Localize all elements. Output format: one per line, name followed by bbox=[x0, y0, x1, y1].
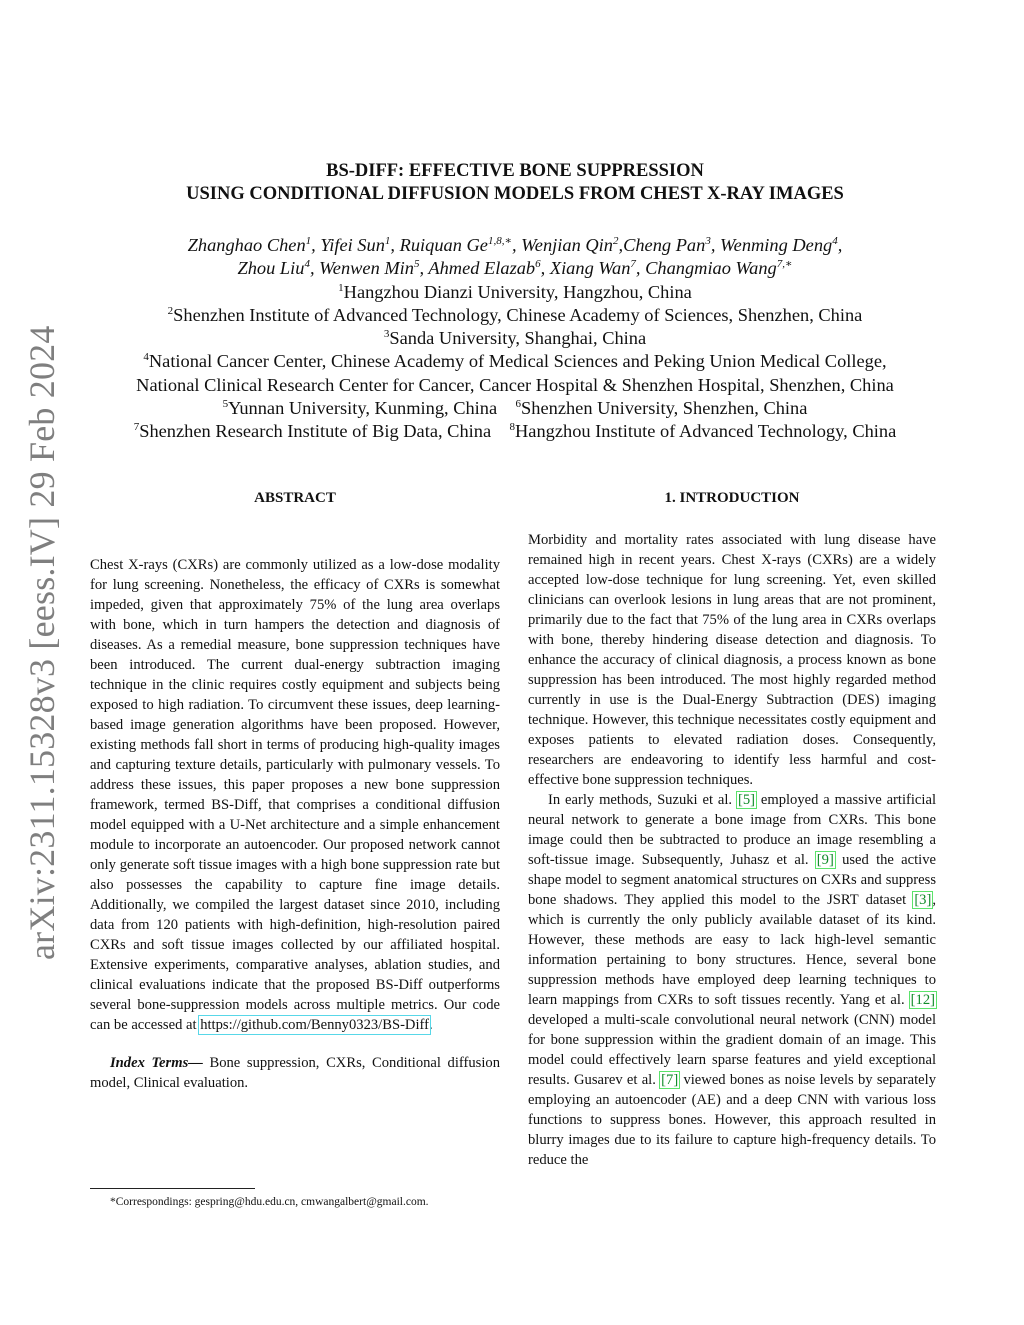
affiliation-mark: 3 bbox=[383, 328, 390, 341]
affiliation-list bbox=[80, 281, 950, 444]
affiliation-text: Shenzhen Institute of Advanced Technology, Chinese Academy of Sciences, Shenzhen, China bbox=[173, 304, 863, 325]
author-list-line-1 bbox=[80, 234, 950, 257]
index-terms-text: Bone suppression, CXRs, Conditional diffusion model, Clinical evaluation. bbox=[90, 1055, 500, 1091]
author-separator: , bbox=[540, 258, 550, 279]
author-affiliation-mark: 2 bbox=[612, 234, 619, 247]
author-separator: , bbox=[390, 235, 400, 255]
intro-text-segment: employed a massive artificial neural network to generate a bone image from CXRs. This bone image could then be subtracted to produce an image resembling a soft-tissue image. Subsequently, Juhasz et al. bbox=[528, 792, 936, 868]
introduction-paragraph-2 bbox=[528, 790, 936, 1170]
author-affiliation-mark: 5 bbox=[414, 258, 420, 271]
affiliation-mark: 4 bbox=[143, 351, 149, 364]
paper-title bbox=[100, 160, 930, 206]
affiliation-mark: 7 bbox=[133, 421, 140, 434]
abstract-period: . bbox=[428, 1017, 433, 1033]
author-separator: , bbox=[511, 235, 522, 255]
citation-link[interactable]: [7] bbox=[661, 1072, 679, 1088]
author-affiliation-mark: 7 bbox=[630, 258, 636, 271]
intro-text-segment: viewed bones as noise levels by separately employing an autoencoder (AE) and a deep CNN with various loss functions to suppress bones. However, this approach resulted in blurry images due to its failure to capture high-frequency details. To reduce the bbox=[528, 1072, 936, 1168]
author-affiliation-mark: 6 bbox=[535, 258, 541, 271]
title-line-2: USING CONDITIONAL DIFFUSION MODELS FROM CHEST X-RAY IMAGES bbox=[186, 184, 844, 204]
author-affiliation-mark: 4 bbox=[832, 234, 838, 247]
correspondence-footnote: *Correspondings: gespring@hdu.edu.cn, cmwangalbert@gmail.com. bbox=[110, 1196, 429, 1208]
author-name: Wenming Deng bbox=[720, 235, 833, 255]
affiliation-text: Hangzhou Institute of Advanced Technology, China bbox=[515, 421, 897, 442]
affiliation-line bbox=[80, 420, 950, 443]
author-affiliation-mark: 7,∗ bbox=[776, 258, 793, 271]
code-repository-link[interactable]: https://github.com/Benny0323/BS-Diff bbox=[200, 1017, 429, 1033]
affiliation-mark: 5 bbox=[222, 397, 229, 410]
affiliation-text: Sanda University, Shanghai, China bbox=[389, 328, 647, 349]
author-affiliation-mark: 4 bbox=[304, 258, 310, 271]
affiliation-line bbox=[80, 327, 950, 350]
author-separator: , bbox=[710, 235, 721, 255]
intro-text-segment: , which is currently the only publicly available dataset of its kind. However, these methods are easy to lack high-level semantic information pertaining to bony structures. Hence, several bone suppression methods have employed deep learning techniques to learn mappings from CXRs to soft tissues recently. Yang et al. bbox=[528, 892, 936, 1008]
affiliation-mark: 2 bbox=[167, 304, 174, 317]
author-affiliation-mark: 1 bbox=[384, 234, 391, 247]
affiliation-line bbox=[80, 350, 950, 373]
author-name: Wenwen Min bbox=[319, 258, 414, 279]
affiliation-line bbox=[80, 374, 950, 397]
affiliation-text: Shenzhen Research Institute of Big Data, China bbox=[139, 421, 492, 442]
author-name: Ahmed Elazab bbox=[428, 258, 536, 279]
affiliation-line bbox=[80, 281, 950, 304]
citation-link[interactable]: [3] bbox=[914, 892, 932, 908]
affiliation-text: Yunnan University, Kunming, China bbox=[228, 398, 498, 419]
introduction-paragraph-1: Morbidity and mortality rates associated with lung disease have remained high in recent years. Chest X-rays (CXRs) are a widely accepted low-dose technique for lung screening. Yet, even skilled clinicians can overlook lesions in lung areas that are not prominent, primarily due to the fact that 75% of the lung area in CXRs overlaps with bone, thereby hindering disease detection and diagnosis. To enhance the accuracy of clinical diagnosis, a process known as bone suppression has been introduced. The most highly regarded method currently in use is the Dual-Energy Subtraction (DES) imaging technique. However, this technique necessitates costly equipment and exposes patients to elevated radiation doses. Consequently, researchers are endeavoring to identify less harmful and cost-effective bone suppression techniques. bbox=[528, 532, 936, 788]
intro-text-segment: In early methods, Suzuki et al. bbox=[548, 792, 737, 808]
affiliation-text: Shenzhen University, Shenzhen, China bbox=[521, 398, 808, 419]
author-affiliation-mark: 1,8,∗ bbox=[487, 234, 512, 247]
introduction-heading: 1. INTRODUCTION bbox=[664, 490, 800, 506]
abstract-heading: ABSTRACT bbox=[254, 490, 336, 506]
affiliation-mark: 6 bbox=[515, 397, 522, 410]
affiliation-text: National Cancer Center, Chinese Academy of Medical Sciences and Peking Union Medical College, bbox=[148, 351, 887, 372]
abstract-text: Chest X-rays (CXRs) are commonly utilized as a low-dose modality for lung screening. Nonetheless, the efficacy of CXRs is somewhat impeded, given that approximately 75% of the lung area overlaps with bone, which in turn hampers the detection and diagnosis of diseases. As a remedial measure, bone suppression techniques have been introduced. The current dual-energy subtraction imaging technique in the clinic requires costly equipment and subjects being exposed to high radiation. To circumvent these issues, deep learning-based image generation algorithms have been proposed. However, existing methods fall short in terms of producing high-quality images and capturing texture details, particularly with pulmonary vessels. To address these issues, this paper proposes a new bone suppression framework, termed BS-Diff, that comprises a conditional diffusion model equipped with a U-Net architecture and a simple enhancement module to incorporate an autoencoder. Our proposed network cannot only generate soft tissue images with a high bone suppression rate but also possesses the capability to capture fine image details. Additionally, we compiled the largest dataset since 2010, including data from 120 patients with high-definition, high-resolution paired CXRs and soft tissue images collected by our affiliated hospital. Extensive experiments, comparative analyses, ablation studies, and clinical evaluations indicate that the proposed BS-Diff outperforms several bone-suppression models across multiple metrics. Our code can be accessed at bbox=[90, 557, 500, 1033]
author-affiliation-mark: 3 bbox=[705, 234, 711, 247]
author-list-line-2 bbox=[80, 257, 950, 280]
abstract-column bbox=[90, 555, 500, 1093]
title-line-1: BS-DIFF: EFFECTIVE BONE SUPPRESSION bbox=[326, 161, 704, 181]
affiliation-line bbox=[80, 304, 950, 327]
citation-link[interactable]: [5] bbox=[737, 792, 755, 808]
author-separator: , bbox=[618, 235, 624, 255]
affiliation-mark: 1 bbox=[338, 281, 344, 294]
citation-link[interactable]: [12] bbox=[910, 992, 935, 1008]
author-block bbox=[80, 234, 950, 444]
intro-text-segment: developed a multi-scale convolutional neural network (CNN) model for bone suppression within the gradient domain of an image. This model could effectively learn sparse features and yield exceptional results. Gusarev et al. bbox=[528, 1012, 936, 1088]
author-separator: , bbox=[837, 235, 843, 255]
affiliation-text: National Clinical Research Center for Cancer, Cancer Hospital & Shenzhen Hospital, Shenzhen, China bbox=[136, 374, 894, 395]
abstract-body bbox=[90, 555, 500, 1035]
author-name: Xiang Wan bbox=[549, 258, 631, 279]
author-name: Wenjian Qin bbox=[521, 235, 613, 255]
affiliation-line bbox=[80, 397, 950, 420]
affiliation-mark: 8 bbox=[509, 421, 515, 434]
author-separator: , bbox=[311, 235, 321, 255]
author-name: Zhanghao Chen bbox=[187, 235, 306, 255]
intro-text-segment: used the active shape model to segment anatomical structures on CXRs and suppress bone shadows. They applied this model to the JSRT dataset bbox=[528, 852, 936, 908]
index-terms-label: Index Terms— bbox=[110, 1055, 203, 1071]
author-name: Cheng Pan bbox=[623, 235, 706, 255]
author-separator: , bbox=[419, 258, 429, 279]
author-name: Ruiquan Ge bbox=[399, 235, 488, 255]
author-separator: , bbox=[309, 258, 320, 279]
citation-link[interactable]: [9] bbox=[816, 852, 834, 868]
index-terms bbox=[90, 1053, 500, 1093]
author-name: Zhou Liu bbox=[237, 258, 305, 279]
author-separator: , bbox=[635, 258, 646, 279]
author-affiliation-mark: 1 bbox=[305, 234, 312, 247]
footnote-rule bbox=[90, 1188, 255, 1189]
arxiv-identifier-stamp: arXiv:2311.15328v3 [eess.IV] 29 Feb 2024 bbox=[22, 325, 62, 960]
affiliation-text: Hangzhou Dianzi University, Hangzhou, China bbox=[343, 281, 692, 302]
introduction-column bbox=[528, 530, 936, 1170]
author-name: Changmiao Wang bbox=[645, 258, 777, 279]
author-name: Yifei Sun bbox=[320, 235, 385, 255]
